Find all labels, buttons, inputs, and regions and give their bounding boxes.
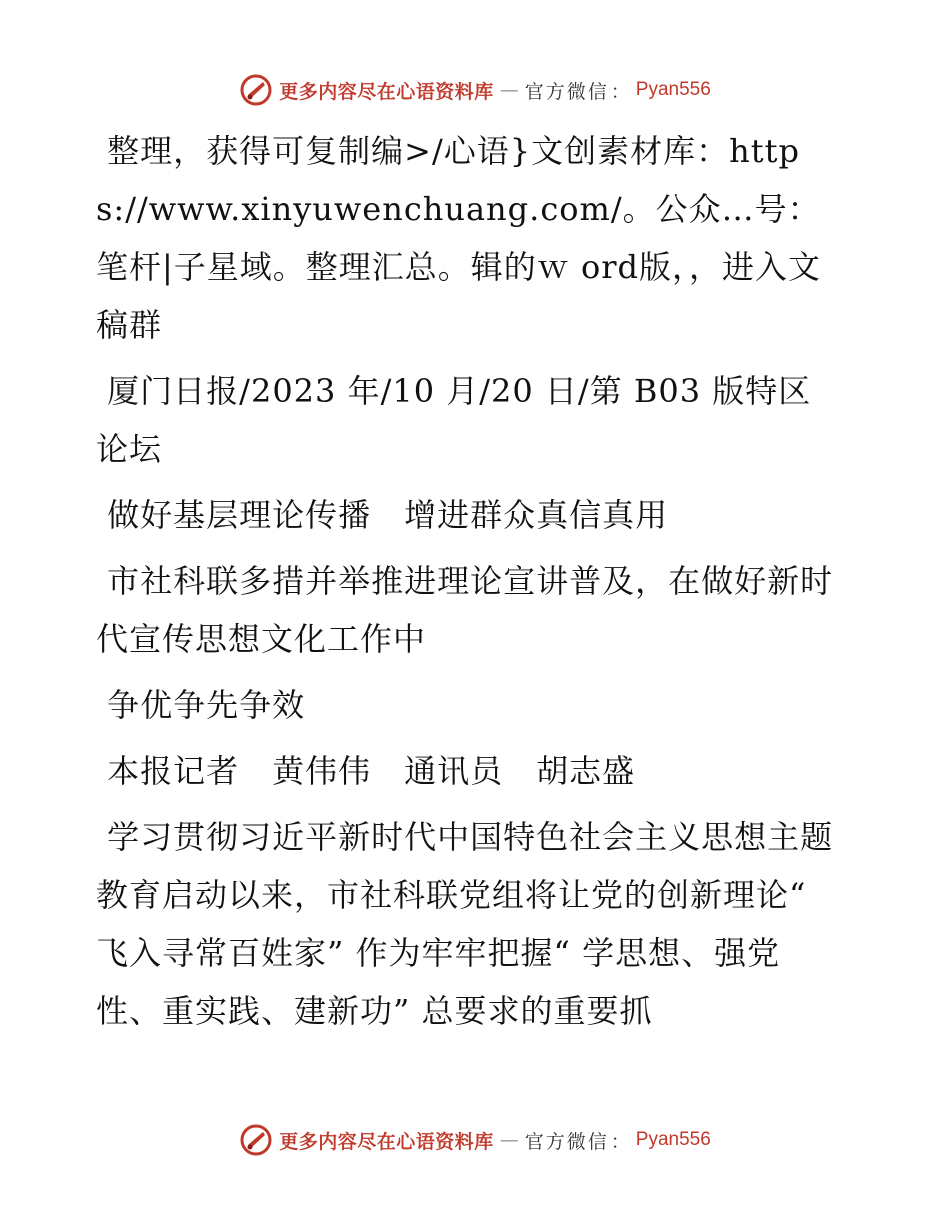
banner-text: 更多内容尽在心语资料库: [279, 80, 494, 103]
paragraph-source-note: 整理，获得可复制编>/心语}文创素材库：https://www.xinyuwenchuang.com/。公众…号：笔杆|子星域。整理汇总。辑的ｗ ord版，，进入文稿群: [96, 132, 822, 344]
footer-banner: [0, 1118, 950, 1162]
paragraph-subheadline: 市社科联多措并举推进理论宣讲普及，在做好新时代宣传思想文化工作中: [96, 562, 834, 658]
document-body: [96, 122, 836, 1048]
banner-dash: —: [499, 1129, 519, 1151]
paragraph-byline: 本报记者 黄伟伟 通讯员 胡志盛: [96, 752, 636, 790]
logo-icon: [239, 1123, 273, 1157]
paragraph-subheadline-2: 争优争先争效: [96, 686, 306, 724]
banner-dash: —: [499, 79, 519, 101]
logo-icon: [239, 73, 273, 107]
paragraph-headline: 做好基层理论传播 增进群众真信真用: [96, 496, 669, 534]
banner-official-label: 官方微信: [524, 80, 609, 103]
banner-wechat-id: Pyan556: [635, 1129, 711, 1150]
paragraph-body: 学习贯彻习近平新时代中国特色社会主义思想主题教育启动以来，市社科联党组将让党的创新理论“ 飞入寻常百姓家” 作为牢牢把握“ 学思想、强党性、重实践、建新功” 总要求的重要抓: [96, 818, 834, 1030]
banner-wechat-id: Pyan556: [635, 79, 711, 100]
banner-colon: ：: [610, 80, 630, 103]
banner-colon: ：: [610, 1130, 630, 1153]
banner-official-label: 官方微信: [524, 1130, 609, 1153]
paragraph-publication-info: 厦门日报/2023 年/10 月/20 日/第 B03 版特区论坛: [96, 372, 812, 468]
banner-text: 更多内容尽在心语资料库: [279, 1130, 494, 1153]
header-banner: [0, 68, 950, 112]
